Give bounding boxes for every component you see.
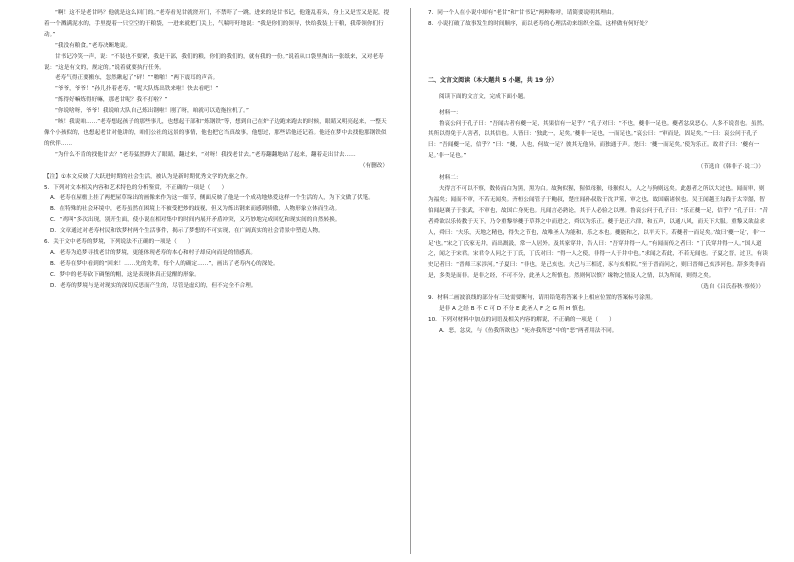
story-paragraph: “啊！这不是老甘吗？他就是这么回门的。”老寿看见甘就搓开门，不禁吓了一跳。进来的是甘书记，他蓬乱着头，身上又是雪又是泥，提着一个溅满泥水的，手里提着一只空空的干粮袋，一进来就把门关上，气喘吁吁地说：“我是你们的领导，快给我装上干粮，我带领你们行动。”	[44, 10, 390, 38]
question-5-option: B．在特殊的社会环境中，老寿虽然在困境上不被受把炒的歧视，但又为炼出钢来而感到骄傲，人物形象立体而生动。	[50, 206, 341, 213]
material-1-text: 鲁哀公问于孔子曰：“吾闻古者有夔一足，其果信有一足乎？”孔子对曰：“不也，夔非一足也。夔者忿戾恶心，人多不说喜也。虽然，其所以得免于人害者，以其信也。人皆曰：‘独此一，足矣。’夔非一足也，一而足也。”哀公曰：“审而是，固足矣。”一曰：哀公问于孔子曰：“吾闻夔一足，信乎？”曰：“夔，人也，何故一足？彼其无他异，而独通于声。尧曰：‘夔一而足矣。’使为乐正。故君子曰：‘夔有一足。’非一足也。”	[428, 120, 768, 160]
reading-instruction: 阅读下面的文言文，完成下面小题。	[439, 93, 529, 100]
question-6-option: C．梦中的老寿砍下碉堡的帽，这是表现体真正觉醒的形象。	[50, 271, 200, 278]
question-5-stem: 5．下列对文本相关内容和艺术特色的分析鉴赏，不正确的一项是（ ）	[44, 184, 228, 191]
story-note: 【注】①本文反映了大跃进时期的社会生活，被认为是新时期优秀文学的先驱之作。	[44, 173, 252, 180]
right-column	[428, 8, 768, 554]
material-1-source: （节选自《韩非子·说二》）	[697, 164, 764, 171]
story-paragraph: 老寿气得正要搬东，忽然瞅起了“砰！”“啪啪！”两下震耳的声音。	[55, 75, 219, 82]
question-6-option: D．老寿的梦境与是对现实的深切反思而产生的，尽管是虚幻的，但不完全不合理。	[50, 282, 257, 289]
question-5-option: C．“鸡叫”多次出现，别开生面，使小说在相对集中的时间内展开矛盾冲突，又巧妙地完成回忆和现实间的自然转换。	[50, 217, 341, 224]
story-paragraph: “爷爷，爷爷！”孙儿扑着老寿，“呢大队炼出铁来啦！快去看吧！”	[55, 86, 219, 93]
question-6-stem: 6．关于文中老寿的梦境，下列说法不正确的一项是（ ）	[44, 239, 194, 246]
question-9: 9．材料二画波浪线的部分有三处需要断句，请用铅笔将答案卡上相应位置的答案标号涂黑。	[428, 295, 657, 302]
question-5-option: D．文章通过对老寿村民和饮梦村两个生活事件，揭示了梦想的不可实现，在广阔真实的社会背景中塑造人物。	[50, 228, 324, 235]
material-2-text: 夫得言不可以不察，数传而白为黑，黑为白。故狗似猩，猩似母猴，母猴似人，人之与狗则远矣。此愚者之所以大过也。闻而审，则为福矣；闻而不审，不若无闻矣。齐桓公闻管子于鲍叔，楚庄闻孙叔敖于沈尹筮，审之也，故国霸诸侯也。吴王闻越王勾践于太宰嚭，智伯闻赵襄子于张武，不审也，故国亡身死也。凡闻言必熟论，其于人必验之以理。鲁哀公问于孔子曰：“乐正夔一足，信乎？”孔子曰：“昔者舜欲以乐传教于天下，乃令重黎举夔于草莽之中而进之，舜以为乐正。夔于是正六律，和五声，以通八风，而天下大服。重黎又欲益求人，舜曰：‘夫乐，天地之精也，得失之节也，故唯圣人为能和，乐之本也。夔能和之，以平天下。若夔者一而足矣。’故曰‘夔一足’，非‘一足’也。”宋之丁氏家无井，而出溉汲，常一人居外。及其家穿井，告人曰：“吾穿井得一人。”有闻而传之者曰：“丁氏穿井得一人。”国人道之，闻之于宋君。宋君令人问之于丁氏，丁氏对曰：“得一人之使，非得一人于井中也。”求闻之若此，不若无闻也。子夏之晋，过卫，有读史记者曰：“晋师三豕涉河。”子夏曰：“非也，是己亥也。夫己与三相近，豕与亥相似。”至于晋而问之，则曰晋师己亥涉河也。辞多类非而是，多类是而非。是非之经，不可不分，此圣人之所慎也。然则何以慎？缘物之情及人之情，以为所闻，则得之矣。	[428, 185, 768, 280]
question-5-option: A．老寿在屋檐上挂了两把屋草垛出的画像来作为这一细节，侧面反映了他是一个成功地热爱这样一个生活的人，为下文做了伏笔。	[50, 195, 374, 202]
question-6-option: B．老寿在梦中看到的“回来！……先的先辈，每个人的确定……”，画出了老寿内心的深处。	[50, 260, 279, 267]
question-7: 7．同一个人在小说中却有“老甘”和“甘书记”两种称呼，请简要说明其理由。	[428, 10, 618, 16]
column-divider	[410, 8, 411, 554]
left-column	[44, 8, 392, 554]
story-paragraph: “你说啥呀，爷爷！我说咱大队自己炼出钢啦！刚了呀，咱就可以造拖拉机了。”	[55, 108, 249, 115]
material-2-source: （选自《吕氏春秋·察传》）	[697, 284, 764, 291]
material-1-label: 材料一：	[439, 109, 462, 116]
question-10-stem: 10．下列对材料中加点的词语及相关内容的解说，不正确的一项是（ ）	[428, 316, 615, 323]
section-heading: 二、文言文阅读（本大题共 5 小题，共 19 分）	[428, 76, 558, 84]
question-6-option: A．老寿为追梦寻找老甘的梦境，更能体现老寿的本心和村子却反向而是的情感真。	[50, 249, 256, 256]
question-9-sentence: 是非 A 之经 B 不 C 可 D 不分 E 此圣人 F 之 G 所 H 慎也。	[439, 305, 589, 312]
story-paragraph: “咳！我说咱……”老寿想起孩子的那些事儿，也想起干部和“炼钢铁”等，想到自己在炉子边跑来跑去的时候，眼睛又明亮起来，一整天像个小孩似的，也想起老甘对他讲的，咱们公社的远景的事情，他也把它当真故事，他想过，那些话他还记着。他还在梦中去找他那钢铁似的伙伴……	[44, 119, 387, 147]
story-paragraph: “为什么不肯的找他甘去？”老寿猛然睁大了眼睛，翻过来，“对呀！我找老甘去。”老寿翻翻地站了起来，翻着走出甘去……	[55, 151, 356, 158]
story-source: （有删改）	[359, 162, 388, 169]
story-paragraph: 甘书记冷笑一声，说：“不装也不要紧，我是干部，我们的粮，你们的我们的，就有我的一份。”说着从口袋里掏出一张纸来，又对老寿说：“这是有文的，规定的。”说着就要执行任务。	[44, 53, 384, 71]
question-10-option: A．恶，忿戾，与《鱼我所欲也》“死亦我所恶”中的“恶”两者用法不同。	[439, 327, 618, 334]
story-paragraph: “炼得好嘛炼得好嘛，那老甘呢？我不打啦？”	[55, 97, 168, 104]
question-8: 8．小说打破了故事发生的时间顺序，而以老寿的心理活动来组织全篇，这样做有何好处？	[428, 20, 651, 27]
material-2-label: 材料二：	[439, 175, 462, 182]
story-paragraph: “我没有粮食。”老寿决断地说。	[55, 42, 132, 49]
